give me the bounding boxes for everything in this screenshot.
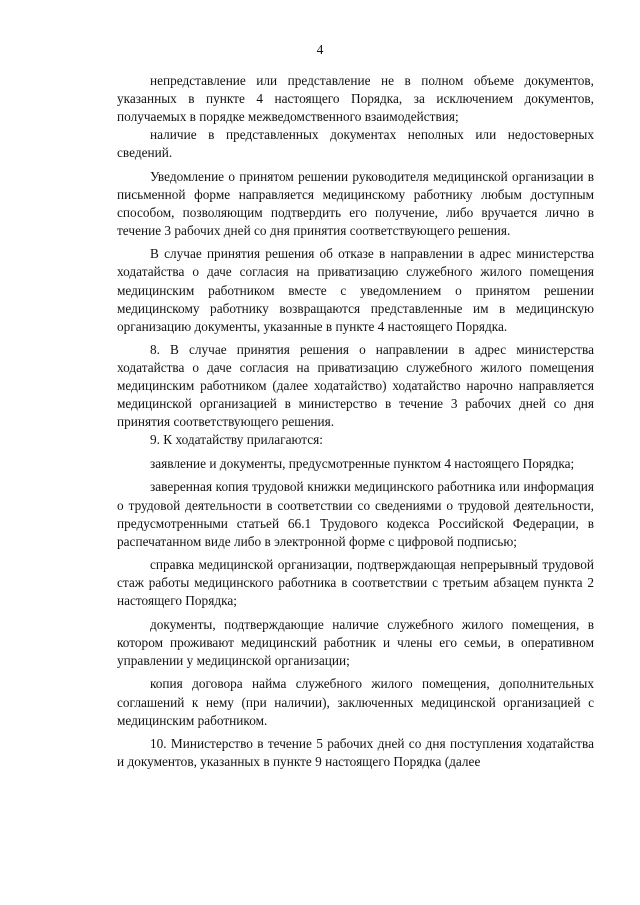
paragraph-work-book-copy: заверенная копия трудовой книжки медицинского работника или информация о трудовой деятельности в соответствии со сведениями о трудовой деятельности, предусмотренными статьей 66.1 Трудового кодекса Российской Федерации, в распечатанном виде либо в электронной форме с цифровой подписью; xyxy=(117,479,594,549)
paragraph-incomplete-data: наличие в представленных документах неполных или недостоверных сведений. xyxy=(117,127,594,161)
paragraph-work-certificate: справка медицинской организации, подтверждающая непрерывный трудовой стаж работы медицинского работника в соответствии с третьим абзацем пункта 2 настоящего Порядка; xyxy=(117,557,594,609)
paragraph-nonsubmission: непредставление или представление не в полном объеме документов, указанных в пункте 4 настоящего Порядка, за исключением документов, получаемых в порядке межведомственного взаимодействия; xyxy=(117,73,594,125)
paragraph-lease-copy: копия договора найма служебного жилого помещения, дополнительных соглашений к нему (при наличии), заключенных медицинской организацией с медицинским работником. xyxy=(117,676,594,728)
paragraph-item-10: 10. Министерство в течение 5 рабочих дней со дня поступления ходатайства и документов, указанных в пункте 9 настоящего Порядка (далее xyxy=(117,736,594,770)
document-body xyxy=(117,72,594,771)
paragraph-item-9-heading: 9. К ходатайству прилагаются: xyxy=(150,432,323,448)
paragraph-application-documents: заявление и документы, предусмотренные пунктом 4 настоящего Порядка; xyxy=(150,455,575,471)
page-number: 4 xyxy=(316,42,324,57)
paragraph-refusal: В случае принятия решения об отказе в направлении в адрес министерства ходатайства о даче согласия на приватизацию служебного жилого помещения медицинским работником вместе с уведомлением о принятом решении медицинскому работнику возвращаются представленные им в медицинскую организацию документы, указанные в пункте 4 настоящего Порядка. xyxy=(117,246,594,334)
paragraph-housing-documents: документы, подтверждающие наличие служебного жилого помещения, в котором проживают медицинский работник и члены его семьи, в оперативном управлении у медицинской организации; xyxy=(117,616,594,668)
paragraph-item-8: 8. В случае принятия решения о направлении в адрес министерства ходатайства о даче согласия на приватизацию служебного жилого помещения медицинским работником (далее ходатайство) ходатайство нарочно направляется медицинской организацией в министерство в течение 3 рабочих дней со дня принятия соответствующего решения. xyxy=(117,342,594,430)
paragraph-notification: Уведомление о принятом решении руководителя медицинской организации в письменной форме направляется медицинскому работнику любым доступным способом, позволяющим подтвердить его получение, либо вручается лично в течение 3 рабочих дней со дня принятия соответствующего решения. xyxy=(117,168,594,238)
